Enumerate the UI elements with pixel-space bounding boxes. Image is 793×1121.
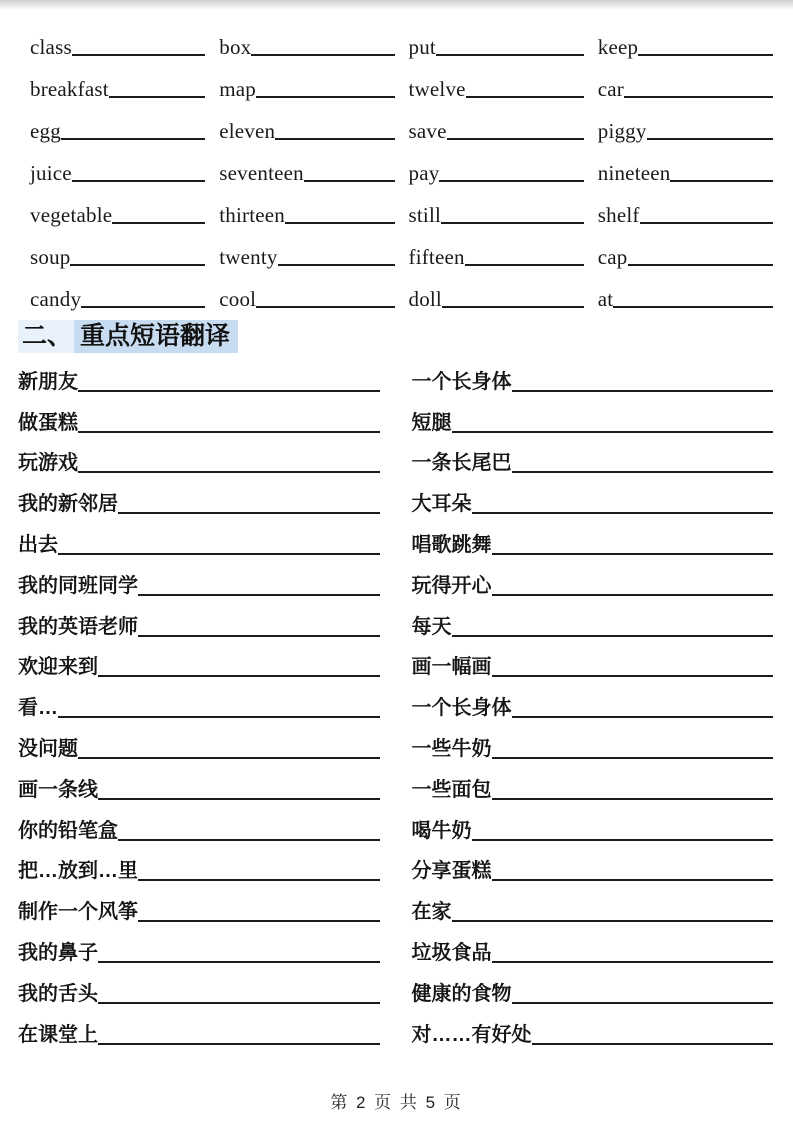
answer-blank-line (439, 176, 583, 182)
phrase-item (412, 933, 774, 974)
scan-shadow-top (0, 0, 793, 10)
phrase-text: 一个长身体 (411, 697, 512, 720)
phrase-text: 在课堂上 (18, 1023, 98, 1046)
phrase-item (18, 811, 380, 852)
vocab-item (30, 243, 205, 269)
vocab-item (409, 285, 584, 311)
answer-blank-line (118, 508, 380, 514)
answer-blank-line (512, 386, 774, 392)
answer-blank-line (442, 302, 584, 308)
phrase-item (18, 607, 380, 648)
vocab-word: piggy (597, 118, 647, 143)
answer-blank-line (256, 92, 394, 98)
phrase-item (412, 892, 774, 933)
answer-blank-line (81, 302, 205, 308)
phrase-item (18, 729, 380, 770)
vocab-item (219, 75, 394, 101)
phrase-text: 对……有好处 (411, 1023, 532, 1046)
answer-blank-line (98, 794, 380, 800)
vocab-word: map (219, 76, 257, 101)
vocab-word: twelve (408, 76, 466, 101)
answer-blank-line (70, 260, 205, 266)
answer-blank-line (492, 753, 774, 759)
answer-blank-line (78, 427, 380, 433)
vocab-item (409, 201, 584, 227)
vocab-item (30, 75, 205, 101)
section-number: 二、 (18, 320, 74, 353)
phrase-text: 我的鼻子 (18, 941, 98, 964)
answer-blank-line (452, 427, 774, 433)
phrase-text: 做蛋糕 (18, 411, 78, 434)
phrase-item (18, 933, 380, 974)
answer-blank-line (492, 549, 774, 555)
vocab-word: seventeen (219, 160, 304, 185)
phrase-item (412, 566, 774, 607)
answer-blank-line (251, 50, 394, 56)
vocab-item (409, 33, 584, 59)
phrase-text: 唱歌跳舞 (411, 533, 492, 556)
phrase-text: 我的同班同学 (18, 574, 138, 597)
vocab-item (219, 201, 394, 227)
answer-blank-line (465, 260, 584, 266)
phrase-item (18, 770, 380, 811)
answer-blank-line (98, 1039, 380, 1045)
answer-blank-line (472, 508, 774, 514)
vocab-item (409, 243, 584, 269)
section-header (18, 320, 238, 353)
phrase-item (18, 688, 380, 729)
answer-blank-line (613, 302, 773, 308)
answer-blank-line (436, 50, 584, 56)
vocab-word: cap (597, 244, 628, 269)
vocab-item (30, 117, 205, 143)
vocab-item (409, 117, 584, 143)
vocab-word: candy (30, 286, 82, 311)
answer-blank-line (624, 92, 773, 98)
answer-blank-line (640, 218, 773, 224)
answer-blank-line (58, 549, 380, 555)
answer-blank-line (78, 467, 380, 473)
phrase-item (18, 444, 380, 485)
phrase-text: 分享蛋糕 (411, 860, 492, 883)
phrase-item (18, 648, 380, 689)
answer-blank-line (275, 134, 394, 140)
answer-blank-line (492, 671, 774, 677)
answer-blank-line (472, 835, 774, 841)
answer-blank-line (118, 835, 380, 841)
phrase-item (18, 1015, 380, 1056)
vocab-item (30, 201, 205, 227)
vocab-item (30, 33, 205, 59)
vocab-word: still (408, 202, 442, 227)
phrase-text: 欢迎来到 (18, 656, 98, 679)
vocab-word: egg (30, 118, 61, 143)
vocab-word: cool (219, 286, 257, 311)
vocab-item (598, 285, 773, 311)
vocab-word: juice (30, 160, 72, 185)
vocab-item (409, 75, 584, 101)
answer-blank-line (138, 875, 380, 881)
answer-blank-line (72, 50, 205, 56)
answer-blank-line (304, 176, 395, 182)
vocab-word: class (30, 34, 72, 59)
phrase-text: 大耳朵 (411, 493, 472, 516)
answer-blank-line (492, 875, 774, 881)
phrase-text: 制作一个风筝 (18, 901, 138, 924)
page-footer: 第 2 页 共 5 页 (330, 1093, 463, 1112)
answer-blank-line (138, 631, 380, 637)
phrase-text: 玩游戏 (18, 452, 78, 475)
vocab-word: vegetable (30, 202, 113, 227)
phrase-item (18, 974, 380, 1015)
vocab-word: car (597, 76, 624, 101)
answer-blank-line (138, 590, 380, 596)
answer-blank-line (278, 260, 395, 266)
answer-blank-line (466, 92, 584, 98)
answer-blank-line (532, 1039, 774, 1045)
phrase-text: 在家 (411, 901, 452, 924)
phrase-text: 新朋友 (18, 370, 78, 393)
vocab-word: soup (30, 244, 71, 269)
vocab-item (219, 33, 394, 59)
phrase-text: 一些面包 (411, 778, 492, 801)
vocab-item (219, 285, 394, 311)
phrase-translation-grid (18, 362, 773, 1056)
vocab-word: nineteen (597, 160, 671, 185)
phrase-text: 出去 (18, 533, 58, 556)
vocab-grid (30, 33, 773, 311)
answer-blank-line (492, 794, 774, 800)
phrase-item (18, 484, 380, 525)
answer-blank-line (72, 176, 205, 182)
phrase-item (412, 770, 774, 811)
answer-blank-line (138, 916, 380, 922)
vocab-item (409, 159, 584, 185)
vocab-word: fifteen (408, 244, 465, 269)
answer-blank-line (512, 712, 774, 718)
phrase-item (412, 688, 774, 729)
phrase-text: 每天 (411, 615, 452, 638)
phrase-item (412, 362, 774, 403)
vocab-word: thirteen (219, 202, 285, 227)
vocab-word: pay (408, 160, 440, 185)
phrase-item (412, 403, 774, 444)
vocab-word: at (597, 286, 614, 311)
phrase-item (412, 607, 774, 648)
vocab-item (30, 285, 205, 311)
vocab-item (219, 159, 394, 185)
answer-blank-line (452, 631, 774, 637)
answer-blank-line (638, 50, 773, 56)
phrase-item (412, 648, 774, 689)
phrase-text: 我的舌头 (18, 982, 98, 1005)
phrase-text: 短腿 (411, 411, 452, 434)
phrase-item (412, 852, 774, 893)
phrase-item (18, 892, 380, 933)
phrase-item (412, 525, 774, 566)
vocab-item (30, 159, 205, 185)
answer-blank-line (452, 916, 774, 922)
vocab-word: breakfast (30, 76, 109, 101)
phrase-text: 我的新邻居 (18, 493, 118, 516)
answer-blank-line (447, 134, 584, 140)
vocab-word: eleven (219, 118, 276, 143)
phrase-text: 一条长尾巴 (411, 452, 512, 475)
vocab-word: box (219, 34, 252, 59)
vocab-item (598, 243, 773, 269)
phrase-text: 你的铅笔盒 (18, 819, 118, 842)
answer-blank-line (98, 998, 380, 1004)
phrase-item (18, 525, 380, 566)
vocab-word: shelf (597, 202, 640, 227)
vocab-word: doll (408, 286, 442, 311)
phrase-text: 健康的食物 (411, 982, 512, 1005)
answer-blank-line (492, 957, 774, 963)
phrase-item (18, 852, 380, 893)
vocab-item (598, 75, 773, 101)
phrase-text: 垃圾食品 (411, 941, 492, 964)
phrase-text: 一些牛奶 (411, 737, 492, 760)
phrase-text: 把…放到…里 (18, 860, 138, 883)
answer-blank-line (492, 590, 774, 596)
vocab-word: twenty (219, 244, 278, 269)
phrase-item (18, 566, 380, 607)
answer-blank-line (98, 957, 380, 963)
answer-blank-line (78, 386, 380, 392)
vocab-item (219, 243, 394, 269)
phrase-text: 看… (18, 697, 58, 720)
answer-blank-line (512, 998, 774, 1004)
answer-blank-line (647, 134, 773, 140)
phrase-text: 画一幅画 (411, 656, 492, 679)
vocab-item (598, 33, 773, 59)
phrase-item (412, 444, 774, 485)
vocab-word: save (408, 118, 447, 143)
answer-blank-line (512, 467, 774, 473)
answer-blank-line (112, 218, 205, 224)
answer-blank-line (61, 134, 205, 140)
vocab-item (598, 159, 773, 185)
vocab-item (219, 117, 394, 143)
phrase-item (412, 811, 774, 852)
answer-blank-line (109, 92, 205, 98)
phrase-item (412, 729, 774, 770)
phrase-item (412, 974, 774, 1015)
phrase-text: 画一条线 (18, 778, 98, 801)
phrase-text: 喝牛奶 (411, 819, 472, 842)
phrase-item (412, 484, 774, 525)
phrase-text: 一个长身体 (411, 370, 512, 393)
answer-blank-line (628, 260, 774, 266)
section-title: 重点短语翻译 (74, 320, 238, 353)
phrase-text: 没问题 (18, 737, 78, 760)
vocab-item (598, 201, 773, 227)
phrase-text: 我的英语老师 (18, 615, 138, 638)
phrase-item (412, 1015, 774, 1056)
answer-blank-line (58, 712, 380, 718)
answer-blank-line (256, 302, 394, 308)
phrase-text: 玩得开心 (411, 574, 492, 597)
phrase-item (18, 362, 380, 403)
vocab-word: keep (597, 34, 639, 59)
phrase-item (18, 403, 380, 444)
vocab-word: put (408, 34, 436, 59)
answer-blank-line (670, 176, 773, 182)
answer-blank-line (285, 218, 395, 224)
answer-blank-line (78, 753, 380, 759)
answer-blank-line (441, 218, 584, 224)
answer-blank-line (98, 671, 380, 677)
vocab-item (598, 117, 773, 143)
